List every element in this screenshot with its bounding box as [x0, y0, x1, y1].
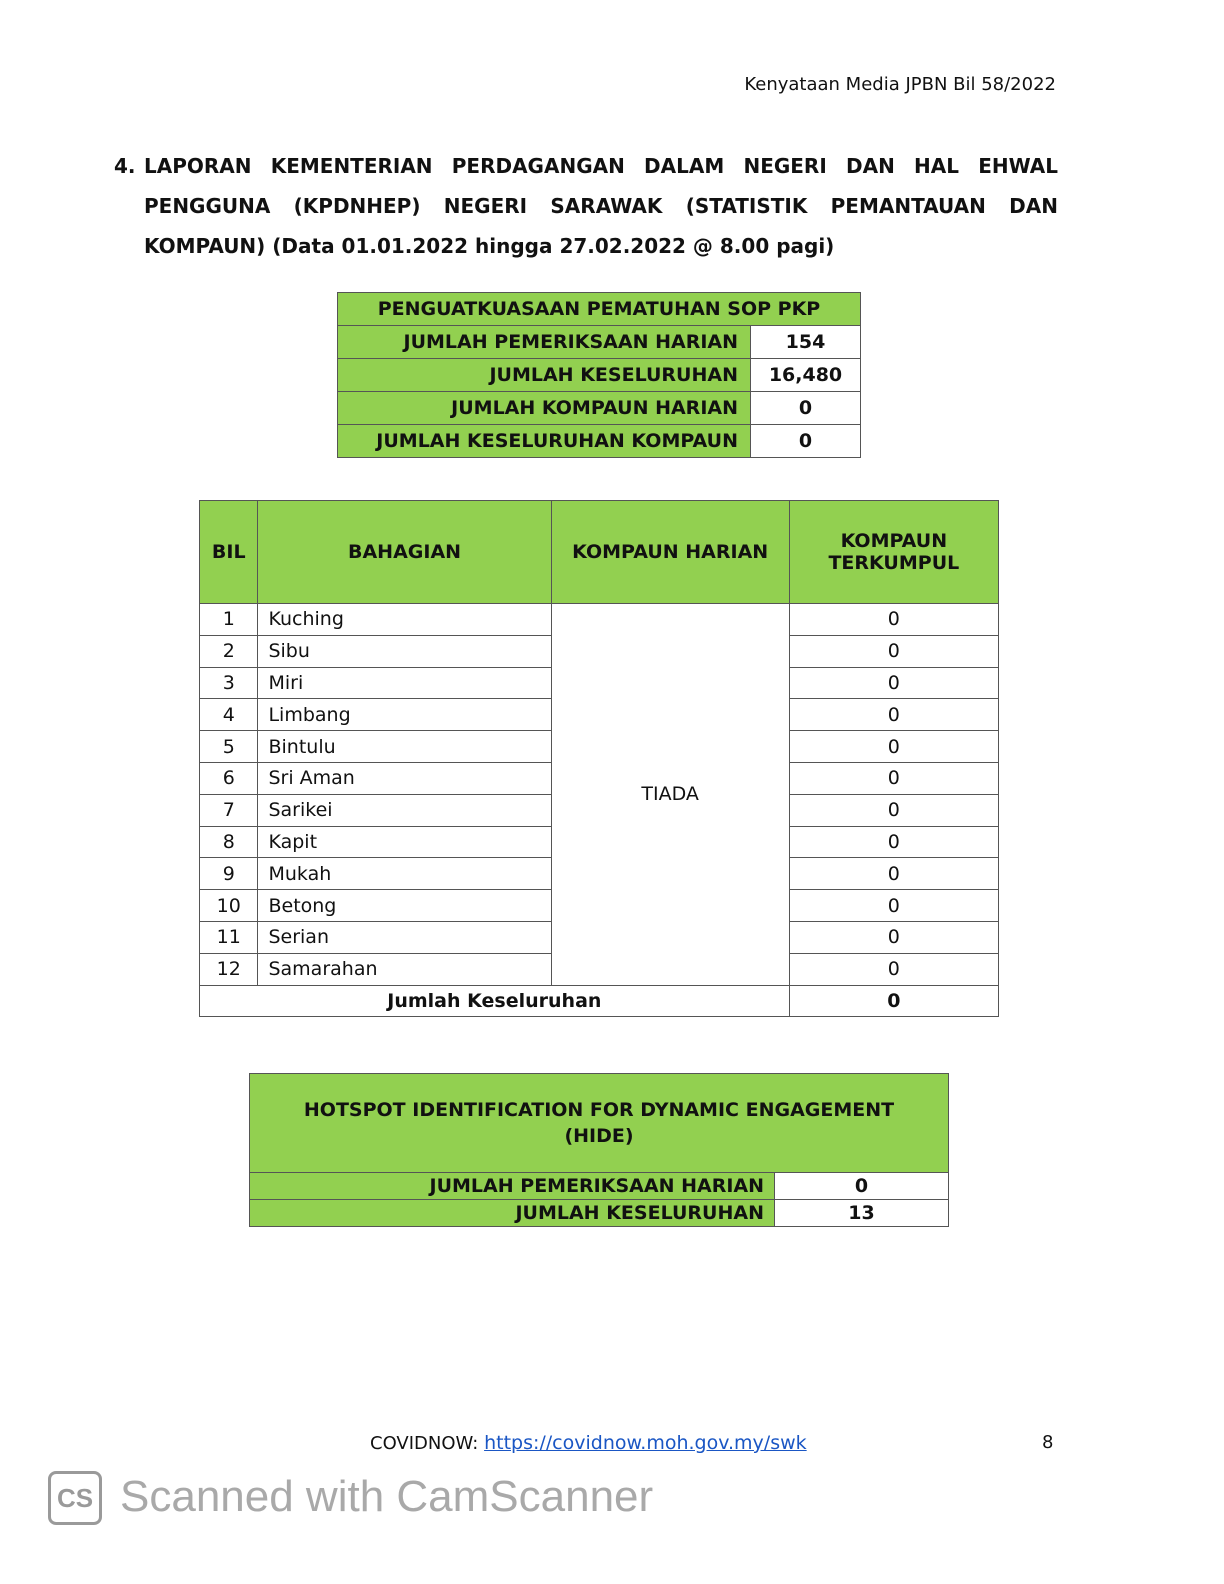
column-header-bahagian: BAHAGIAN	[258, 501, 551, 604]
hide-row-label: JUMLAH PEMERIKSAAN HARIAN	[250, 1173, 775, 1200]
row-kompaun-terkumpul: 0	[789, 953, 998, 985]
row-kompaun-terkumpul: 0	[789, 858, 998, 890]
division-compound-table	[199, 500, 999, 1017]
document-reference: Kenyataan Media JPBN Bil 58/2022	[744, 74, 1056, 95]
sop-row-label: JUMLAH KOMPAUN HARIAN	[338, 392, 751, 425]
sop-row-value: 16,480	[751, 359, 861, 392]
sop-row-label: JUMLAH KESELURUHAN	[338, 359, 751, 392]
hide-title-line-1: HOTSPOT IDENTIFICATION FOR DYNAMIC ENGAGEMENT	[303, 1099, 895, 1121]
row-bil: 1	[200, 604, 258, 636]
column-header-bil: BIL	[200, 501, 258, 604]
section-heading-line-2: PENGGUNA (KPDNHEP) NEGERI SARAWAK (STATISTIK PEMANTAUAN DAN	[144, 194, 1058, 218]
table-row	[338, 359, 861, 392]
sop-row-label: JUMLAH PEMERIKSAAN HARIAN	[338, 326, 751, 359]
row-kompaun-terkumpul: 0	[789, 826, 998, 858]
section-number: 4.	[114, 154, 136, 178]
row-kompaun-terkumpul: 0	[789, 890, 998, 922]
row-bil: 10	[200, 890, 258, 922]
table-row	[338, 425, 861, 458]
row-kompaun-terkumpul: 0	[789, 921, 998, 953]
row-bil: 9	[200, 858, 258, 890]
row-bil: 11	[200, 921, 258, 953]
hide-table	[249, 1073, 949, 1227]
hide-title-line-2: (HIDE)	[564, 1125, 634, 1147]
row-kompaun-terkumpul: 0	[789, 699, 998, 731]
section-heading-line-3: KOMPAUN) (Data 01.01.2022 hingga 27.02.2022 @ 8.00 pagi)	[144, 234, 835, 258]
footer-prefix: COVIDNOW:	[370, 1433, 485, 1454]
row-bil: 12	[200, 953, 258, 985]
row-bil: 4	[200, 699, 258, 731]
column-header-kompaun-harian: KOMPAUN HARIAN	[551, 501, 789, 604]
footer	[370, 1432, 807, 1454]
table-row	[200, 604, 999, 636]
row-bil: 7	[200, 794, 258, 826]
row-bil: 3	[200, 667, 258, 699]
sop-row-value: 154	[751, 326, 861, 359]
column-header-kompaun-terkumpul: KOMPAUN TERKUMPUL	[789, 501, 998, 604]
table-total-row	[200, 985, 999, 1017]
row-kompaun-terkumpul: 0	[789, 667, 998, 699]
row-bahagian: Mukah	[258, 858, 551, 890]
section-heading-line-1: LAPORAN KEMENTERIAN PERDAGANGAN DALAM NEGERI DAN HAL EHWAL	[144, 154, 1058, 178]
hide-row-value: 0	[775, 1173, 949, 1200]
row-kompaun-terkumpul: 0	[789, 635, 998, 667]
hide-table-title	[250, 1074, 949, 1173]
table-row	[338, 392, 861, 425]
row-bahagian: Limbang	[258, 699, 551, 731]
sop-row-label: JUMLAH KESELURUHAN KOMPAUN	[338, 425, 751, 458]
kompaun-harian-merged-cell: TIADA	[551, 604, 789, 986]
total-label: Jumlah Keseluruhan	[200, 985, 790, 1017]
table-row	[338, 326, 861, 359]
table-row	[250, 1173, 949, 1200]
row-bahagian: Bintulu	[258, 731, 551, 763]
row-bahagian: Samarahan	[258, 953, 551, 985]
row-bahagian: Serian	[258, 921, 551, 953]
row-bahagian: Kapit	[258, 826, 551, 858]
row-bahagian: Kuching	[258, 604, 551, 636]
row-bil: 2	[200, 635, 258, 667]
sop-enforcement-table	[337, 292, 861, 458]
row-bahagian: Sarikei	[258, 794, 551, 826]
row-kompaun-terkumpul: 0	[789, 794, 998, 826]
page-number: 8	[1042, 1432, 1054, 1453]
sop-table-title: PENGUATKUASAAN PEMATUHAN SOP PKP	[338, 293, 861, 326]
row-bahagian: Sibu	[258, 635, 551, 667]
row-bil: 6	[200, 762, 258, 794]
sop-row-value: 0	[751, 425, 861, 458]
row-kompaun-terkumpul: 0	[789, 762, 998, 794]
row-bahagian: Sri Aman	[258, 762, 551, 794]
hide-row-label: JUMLAH KESELURUHAN	[250, 1200, 775, 1227]
camscanner-logo-icon: CS	[48, 1471, 102, 1525]
section-heading	[114, 146, 1058, 266]
row-bil: 5	[200, 731, 258, 763]
row-bil: 8	[200, 826, 258, 858]
total-value: 0	[789, 985, 998, 1017]
row-bahagian: Betong	[258, 890, 551, 922]
camscanner-watermark: Scanned with CamScanner	[120, 1472, 654, 1521]
covidnow-link[interactable]: https://covidnow.moh.gov.my/swk	[484, 1432, 807, 1454]
row-kompaun-terkumpul: 0	[789, 731, 998, 763]
table-header-row	[200, 501, 999, 604]
table-row	[250, 1200, 949, 1227]
row-kompaun-terkumpul: 0	[789, 604, 998, 636]
sop-row-value: 0	[751, 392, 861, 425]
hide-row-value: 13	[775, 1200, 949, 1227]
row-bahagian: Miri	[258, 667, 551, 699]
